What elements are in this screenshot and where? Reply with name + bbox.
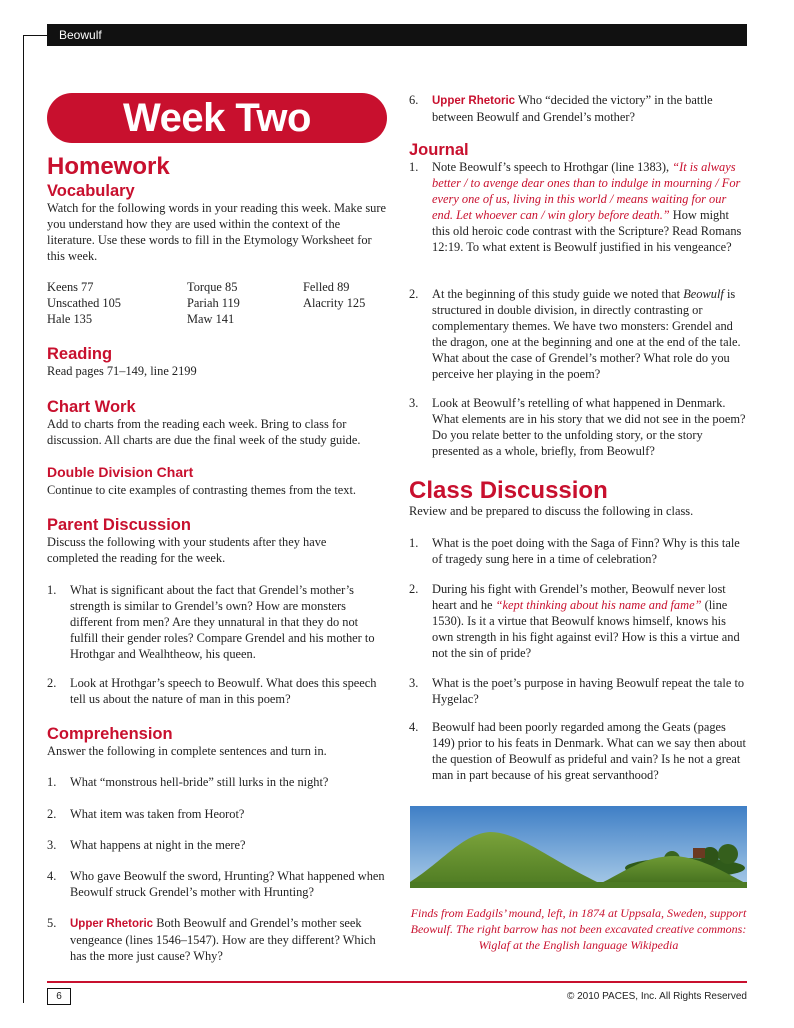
corner-rule-vertical <box>23 35 24 1003</box>
comprehension-intro: Answer the following in complete sentences and turn in. <box>47 744 327 758</box>
journal-item-text: How might this old heroic code contrast with the Scripture? Read Romans 12:19. To what extent is Beowulf justified in his vengeance? <box>432 208 742 254</box>
vocab-word: Alacrity 125 <box>303 296 366 310</box>
chart-work-heading: Chart Work <box>47 398 136 416</box>
vocab-word: Torque 85 <box>187 280 238 294</box>
comprehension-item: What “monstrous hell-bride” still lurks in the night? <box>70 775 329 789</box>
class-discussion-quote: “kept thinking about his name and fame” <box>495 598 702 612</box>
class-discussion-item: What is the poet doing with the Saga of Finn? Why is this tale of tragedy sung here in a time of celebration? <box>432 536 740 566</box>
upper-rhetoric-label: Upper Rhetoric <box>432 95 516 107</box>
comprehension-item <box>70 915 385 964</box>
journal-item-text: At the beginning of this study guide we noted that <box>432 287 684 301</box>
class-discussion-item: What is the poet’s purpose in having Beowulf repeat the tale to Hygelac? <box>432 676 745 706</box>
journal-item-text: Note Beowulf’s speech to Hrothgar (line 1383), <box>432 160 673 174</box>
vocab-word: Pariah 119 <box>187 296 240 310</box>
burial-mounds-photo <box>410 806 747 888</box>
class-discussion-text: During his fight with Grendel’s mother, Beowulf never lost heart and he <box>432 582 726 612</box>
corner-rule-horizontal <box>23 35 47 36</box>
list-number: 2. <box>47 676 57 690</box>
list-number: 4. <box>47 869 57 883</box>
double-division-heading: Double Division Chart <box>47 464 194 480</box>
upper-rhetoric-label: Upper Rhetoric <box>70 918 154 930</box>
footer-rule <box>47 981 747 983</box>
vocabulary-intro: Watch for the following words in your reading this week. Make sure you understand how they are used within the context of the literature. Use these words to fill in the Etymology Worksheet for this week. <box>47 201 386 263</box>
class-discussion-item <box>432 581 747 661</box>
journal-quote: “It is always better / to avenge dear ones than to indulge in mourning / For every one of us, living in this world / means waiting for our end. Let whoever can / win glory before death.” <box>432 160 741 222</box>
week-title: Week Two <box>123 96 311 140</box>
class-discussion-text: (line 1530). Is it a virtue that Beowulf knows himself, knows his own strength in his fight against evil? How is this a virtue and not the sin of pride? <box>432 598 740 660</box>
list-number: 2. <box>47 807 57 821</box>
journal-item-text: is structured in double division, in directly contrasting or complementary themes. We have two monsters: Grendel and the dragon, one at the beginning and one at the end of the tale. What about the case of Grendel’s mother? What role do you perceive her playing in the poem? <box>432 287 741 381</box>
list-number: 6. <box>409 93 419 107</box>
field <box>410 882 747 888</box>
journal-item <box>432 286 747 382</box>
journal-heading: Journal <box>409 141 469 159</box>
comprehension-item-text: Who “decided the victory” in the battle between Beowulf and Grendel’s mother? <box>432 93 713 124</box>
comprehension-heading: Comprehension <box>47 725 173 743</box>
list-number: 2. <box>409 287 419 301</box>
journal-item: Look at Beowulf’s retelling of what happened in Denmark. What elements are in his story that we did not see in the poem? Do you relate better to the unfolding story, or the story presented as a whole, briefly, from Beowulf? <box>432 396 746 458</box>
parent-discussion-heading: Parent Discussion <box>47 516 191 534</box>
list-number: 3. <box>47 838 57 852</box>
list-number: 5. <box>47 916 57 930</box>
comprehension-item: What item was taken from Heorot? <box>70 807 245 821</box>
header-title: Beowulf <box>59 28 102 42</box>
vocab-word: Keens 77 <box>47 280 94 294</box>
double-division-text: Continue to cite examples of contrasting themes from the text. <box>47 483 356 497</box>
vocab-word: Unscathed 105 <box>47 296 121 310</box>
burial-mounds-illustration <box>410 806 747 888</box>
class-discussion-intro: Review and be prepared to discuss the following in class. <box>409 504 694 518</box>
vocab-word: Hale 135 <box>47 312 93 326</box>
chart-work-text: Add to charts from the reading each week. Bring to class for discussion. All charts are due the final week of the study guide. <box>47 417 361 447</box>
photo-caption: Finds from Eadgils’ mound, left, in 1874 at Uppsala, Sweden, support Beowulf. The right barrow has not been excavated creative commons: Wiglaf at the English language Wikipedia <box>410 906 747 952</box>
list-number: 3. <box>409 396 419 410</box>
class-discussion-heading: Class Discussion <box>409 477 608 504</box>
parent-discussion-item: What is significant about the fact that Grendel’s mother’s strength is similar to Grendel’s own? How are monsters different from men? Are they unnatural in that they do not fulfill their gender roles? Compare Grendel and his mother to Hrothgar and Wealhtheow, his queen. <box>70 583 375 661</box>
copyright: © 2010 PACES, Inc. All Rights Reserved <box>566 991 747 1002</box>
comprehension-item: Who gave Beowulf the sword, Hrunting? What happened when Beowulf struck Grendel’s mother with Hrunting? <box>70 869 385 899</box>
list-number: 1. <box>47 583 57 597</box>
comprehension-item: What happens at night in the mere? <box>70 838 246 852</box>
journal-item <box>432 159 747 255</box>
list-number: 1. <box>47 775 57 789</box>
list-number: 1. <box>409 536 419 550</box>
class-discussion-item: Beowulf had been poorly regarded among the Geats (pages 149) prior to his feats in Denmark. What can we say then about the question of Beowulf as prideful and vain? Is he not a great man in part because of his great servanthood? <box>432 720 746 782</box>
parent-discussion-intro: Discuss the following with your students after they have completed the reading for the week. <box>47 535 327 565</box>
vocabulary-heading: Vocabulary <box>47 182 135 200</box>
reading-text: Read pages 71–149, line 2199 <box>47 364 197 378</box>
page-number: 6 <box>47 988 71 1005</box>
book-title: Beowulf <box>683 287 724 301</box>
comprehension-item <box>432 92 747 125</box>
list-number: 2. <box>409 582 419 596</box>
parent-discussion-item: Look at Hrothgar’s speech to Beowulf. What does this speech tell us about the nature of man in this poem? <box>70 676 377 706</box>
running-header <box>47 24 747 46</box>
list-number: 1. <box>409 160 419 174</box>
house <box>693 848 705 858</box>
tree <box>718 844 738 864</box>
list-number: 3. <box>409 676 419 690</box>
comprehension-item-text: Both Beowulf and Grendel’s mother seek vengeance (lines 1546–1547). How are they different? Which has the more just cause? Why? <box>70 916 376 963</box>
vocab-word: Felled 89 <box>303 280 350 294</box>
homework-heading: Homework <box>47 153 170 180</box>
list-number: 4. <box>409 720 419 734</box>
vocab-word: Maw 141 <box>187 312 235 326</box>
reading-heading: Reading <box>47 345 113 363</box>
week-banner <box>47 93 387 143</box>
